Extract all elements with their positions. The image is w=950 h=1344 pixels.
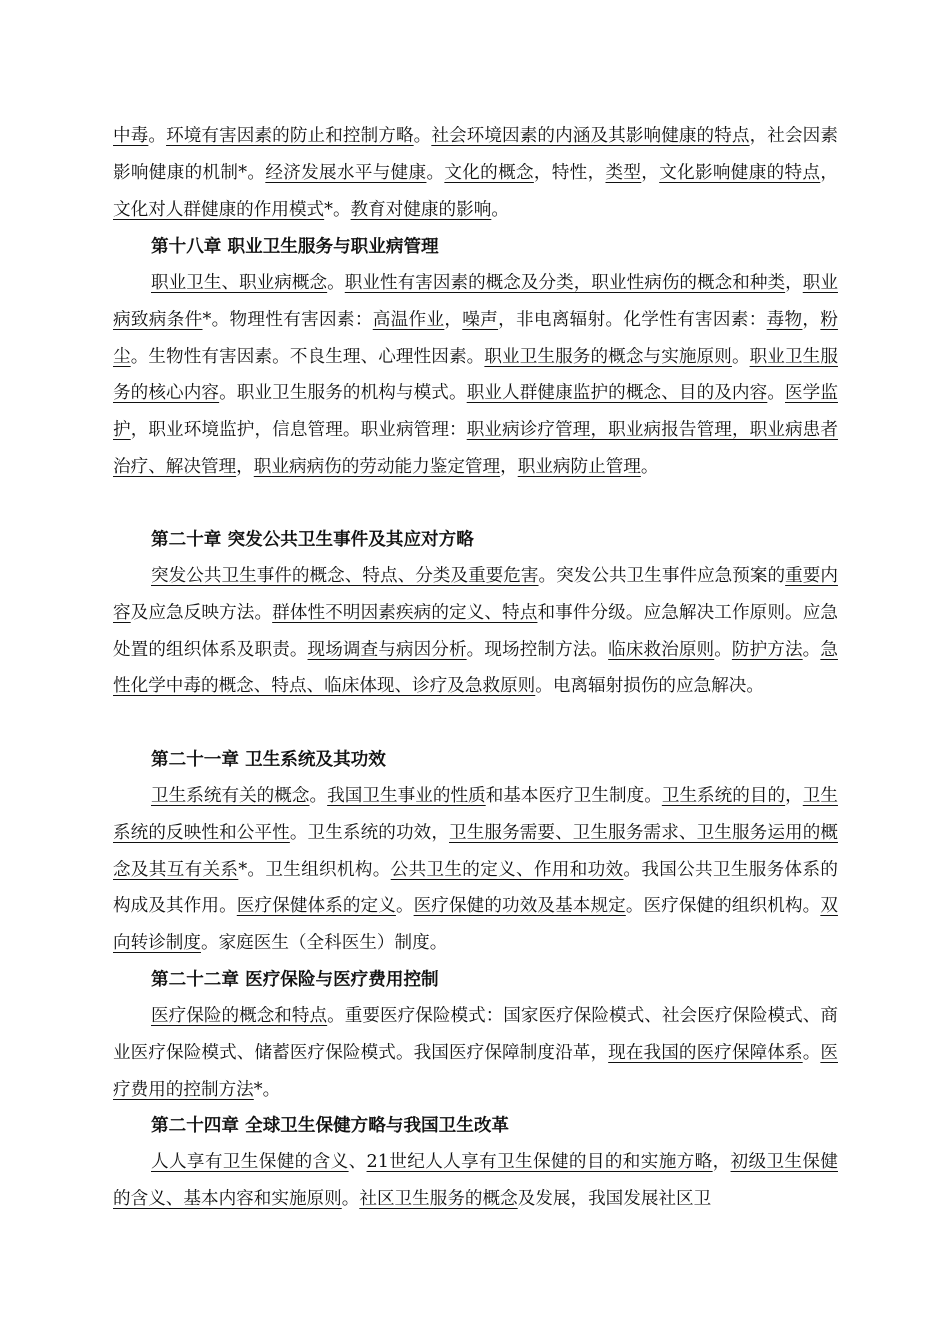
text-run: ，职业环境监护，信息管理。职业病管理： xyxy=(130,420,467,441)
underlined-phrase: 公共卫生的定义、作用和功效 xyxy=(390,859,624,880)
underlined-phrase: 高温作业 xyxy=(372,309,445,330)
text-run: 。 xyxy=(148,126,167,146)
underlined-phrase: 医疗保健的功效及基本规定 xyxy=(413,896,626,917)
underlined-phrase: 医学监护 xyxy=(113,383,838,441)
text-run: ， xyxy=(820,162,838,183)
chapter-heading: 第二十四章 全球卫生保健方略与我国卫生改革 xyxy=(151,1116,510,1136)
text-run: ， xyxy=(802,309,821,330)
underlined-phrase: 初级卫生保健的含义、基本内容和实施原则 xyxy=(113,1152,838,1209)
text-run: 。电离辐射损伤的应急解决。 xyxy=(535,676,764,697)
underlined-phrase: 职业病诊疗管理，职业病报告管理，职业病患者治疗、解决管理 xyxy=(113,420,838,477)
underlined-phrase: 重要内容 xyxy=(113,566,838,623)
underlined-phrase: 类型 xyxy=(605,162,642,183)
underlined-phrase: 教育对健康的影响 xyxy=(350,199,492,220)
text-run: 。生物性有害因素。不良生理、心理性因素。 xyxy=(130,346,485,367)
text-run: 和事件分级。应急解决工作原则。应急处置的组织体系及职责。 xyxy=(113,602,838,660)
text-run: 。 xyxy=(413,126,432,146)
underlined-phrase: 职业人群健康监护的概念、目的及内容 xyxy=(466,383,768,404)
text-run: 。 xyxy=(426,162,445,183)
underlined-phrase: 社区卫生服务的概念 xyxy=(359,1188,518,1209)
underlined-phrase: 医疗保健体系的定义 xyxy=(236,896,396,917)
underlined-phrase: 职业卫生、职业病概念 xyxy=(151,273,328,293)
underlined-phrase: 卫生系统的反映性和公平性 xyxy=(113,786,838,843)
underlined-phrase: 社会环境因素的内涵及其影响健康的特点 xyxy=(431,126,750,146)
text-run: 。重要医疗保险模式：国家医疗保险模式、社会医疗保险模式、商业医疗保险模式、储蓄医疗保险模式。我国医疗保障制度沿革， xyxy=(113,1006,838,1063)
underlined-phrase: 文化影响健康的特点 xyxy=(659,162,821,183)
text-run: *。 xyxy=(324,199,351,220)
underlined-phrase: 现在我国的医疗保障体系 xyxy=(608,1042,803,1063)
underlined-phrase: 医疗保险的概念和特点 xyxy=(151,1006,328,1026)
text-run: *。卫生组织机构。 xyxy=(238,859,391,880)
text-run: 。 xyxy=(802,1042,821,1063)
text-run: *。 xyxy=(253,1079,281,1100)
text-run: 。 xyxy=(731,346,750,367)
underlined-phrase: 毒物 xyxy=(766,309,803,330)
paragraph xyxy=(113,558,838,705)
underlined-phrase: 职业卫生服务的概念与实施原则 xyxy=(484,346,732,367)
underlined-phrase: 噪声 xyxy=(462,309,499,330)
text-run: 。 xyxy=(309,786,328,806)
chapter-heading: 第十八章 职业卫生服务与职业病管理 xyxy=(151,237,439,257)
text-run: 。医疗保健的组织机构。 xyxy=(625,896,821,917)
text-run: 。 xyxy=(491,199,509,220)
text-run: 、 xyxy=(348,1152,367,1172)
underlined-phrase: 职业性有害因素的概念及分类，职业性病伤的概念和种类 xyxy=(344,273,786,293)
text-run: *。物理性有害因素： xyxy=(202,309,373,330)
underlined-phrase: 人人享有卫生保健的含义 xyxy=(151,1152,349,1172)
text-run: 。 xyxy=(802,639,821,660)
paragraph xyxy=(113,778,838,962)
underlined-phrase: 21世纪人人享有卫生保健的目的和实施方略 xyxy=(366,1152,713,1172)
chapter-heading: 第二十章 突发公共卫生事件及其应对方略 xyxy=(151,530,474,550)
underlined-phrase: 群体性不明因素疾病的定义、特点 xyxy=(272,602,538,623)
text-run: ， xyxy=(444,309,463,330)
text-run: 。 xyxy=(395,896,414,917)
text-run: 。突发公共卫生事件应急预案的 xyxy=(538,566,786,586)
underlined-phrase: 急性化学中毒的概念、特点、临床体现、诊疗及急救原则 xyxy=(113,639,838,697)
text-run: 和基本医疗卫生制度。 xyxy=(485,786,662,806)
text-run: 。卫生系统的功效， xyxy=(289,822,450,843)
underlined-phrase: 现场调查与病因分析 xyxy=(307,639,467,660)
text-run: 。现场控制方法。 xyxy=(466,639,609,660)
text-run: 。 xyxy=(640,456,659,477)
underlined-phrase: 临床救治原则 xyxy=(608,639,715,660)
underlined-phrase: 中毒 xyxy=(113,126,149,146)
text-run: 。 xyxy=(714,639,732,660)
paragraph xyxy=(113,265,838,486)
text-run: 。 xyxy=(767,383,785,404)
paragraph xyxy=(113,998,838,1108)
text-run: 。 xyxy=(341,1188,360,1209)
text-run: ，特性， xyxy=(533,162,606,183)
text-run: ，社会因素影响健康的机制*。 xyxy=(113,126,838,183)
text-run: 及应急反映方法。 xyxy=(130,602,273,623)
text-run: ， xyxy=(500,456,518,477)
underlined-phrase: 职业病致病条件 xyxy=(113,273,838,330)
text-run: ， xyxy=(785,786,803,806)
text-run: ， xyxy=(785,273,803,293)
text-run: 及发展，我国发展社区卫 xyxy=(517,1188,712,1209)
underlined-phrase: 我国卫生事业的性质 xyxy=(327,786,486,806)
underlined-phrase: 粉尘 xyxy=(113,309,838,367)
underlined-phrase: 防护方法 xyxy=(731,639,803,660)
underlined-phrase: 经济发展水平与健康 xyxy=(265,162,427,183)
text-run: 。我国公共卫生服务体系的构成及其作用。 xyxy=(113,859,838,917)
text-run: ， xyxy=(712,1152,731,1172)
underlined-phrase: 卫生服务需要、卫生服务需求、卫生服务运用的概念及其互有关系 xyxy=(113,822,838,880)
underlined-phrase: 职业病病伤的劳动能力鉴定管理 xyxy=(253,456,501,477)
underlined-phrase: 医疗费用的控制方法 xyxy=(113,1042,838,1100)
underlined-phrase: 卫生系统有关的概念 xyxy=(151,786,310,806)
text-run: 。家庭医生（全科医生）制度。 xyxy=(200,933,448,954)
paragraph xyxy=(113,1144,838,1218)
text-run: ， xyxy=(641,162,660,183)
underlined-phrase: 卫生系统的目的 xyxy=(661,786,786,806)
text-run: ， xyxy=(236,456,254,477)
paragraph xyxy=(113,118,838,228)
underlined-phrase: 文化对人群健康的作用模式 xyxy=(113,199,325,220)
text-run: 。 xyxy=(327,273,345,293)
underlined-phrase: 职业卫生服务的核心内容 xyxy=(113,346,838,404)
text-run: ，非电离辐射。化学性有害因素： xyxy=(498,309,767,330)
chapter-heading: 第二十二章 医疗保险与医疗费用控制 xyxy=(151,970,439,990)
underlined-phrase: 职业病防止管理 xyxy=(517,456,641,477)
underlined-phrase: 双向转诊制度 xyxy=(113,896,838,954)
underlined-phrase: 环境有害因素的防止和控制方略 xyxy=(166,126,414,146)
text-run: 。职业卫生服务的机构与模式。 xyxy=(219,383,467,404)
chapter-heading: 第二十一章 卫生系统及其功效 xyxy=(151,750,386,770)
underlined-phrase: 文化的概念 xyxy=(444,162,534,183)
underlined-phrase: 突发公共卫生事件的概念、特点、分类及重要危害 xyxy=(151,566,539,586)
